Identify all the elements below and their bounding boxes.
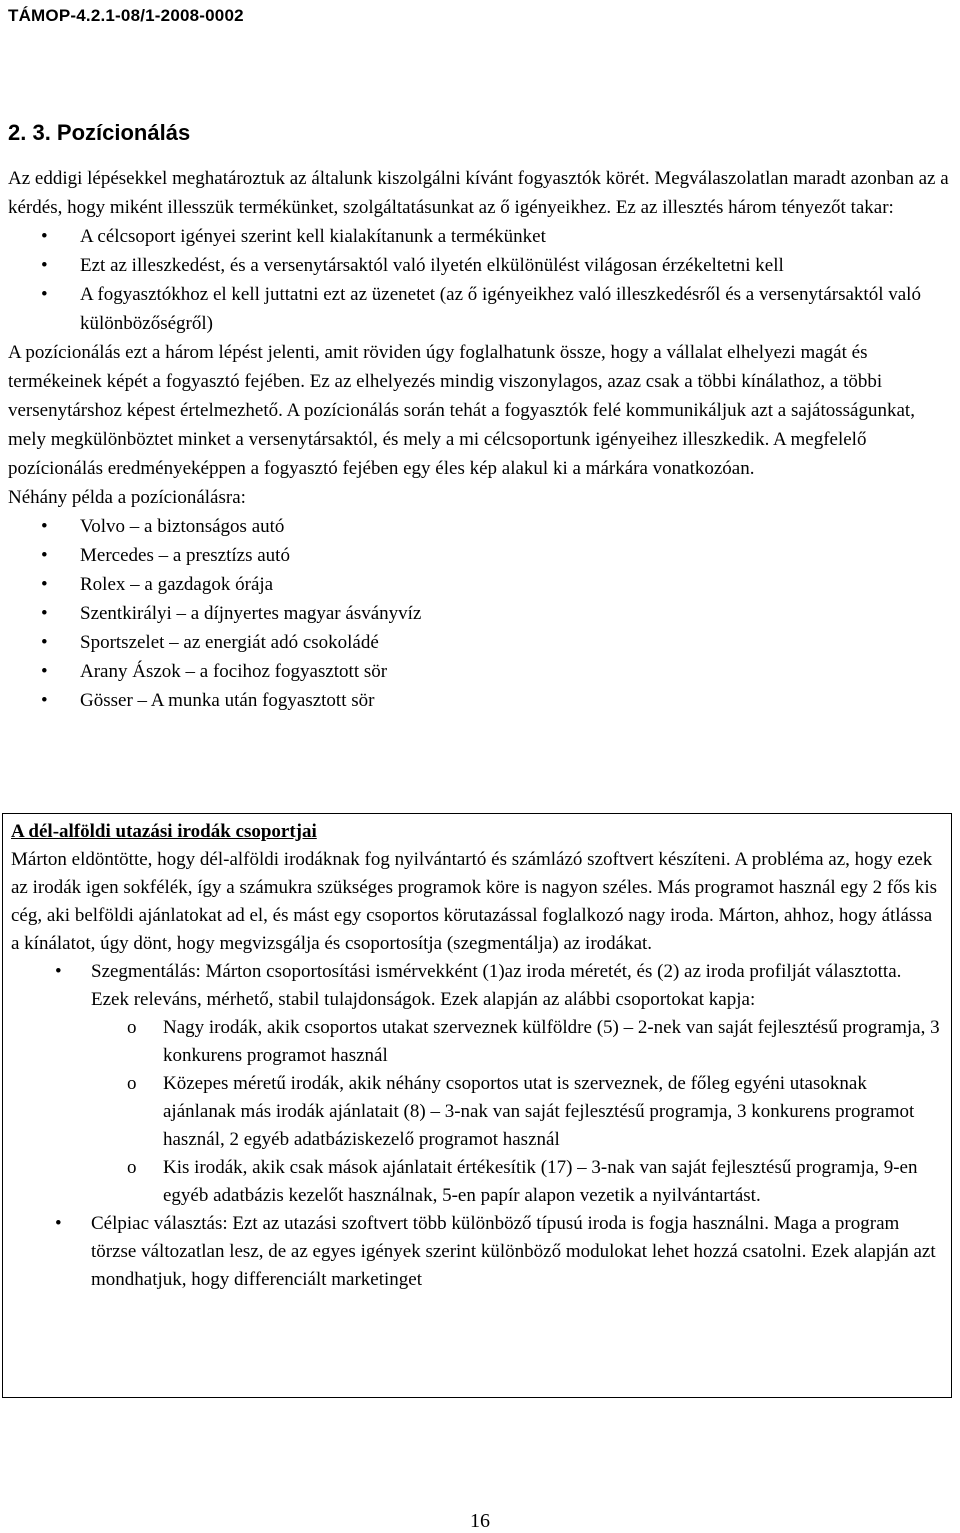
list-item: • Sportszelet – az energiát adó csokoládé [8, 628, 952, 657]
list-item: • Célpiac választás: Ezt az utazási szoftvert több különböző típusú iroda is fogja használni. Maga a program törzse változatlan lesz, de az egyes igények szerint különböző modulokat lehet hozzá csatolni. Ezek alapján azt mondhatjuk, hogy differenciált marketinget [11, 1210, 943, 1294]
segment-sublist [91, 1014, 943, 1210]
list-item: o Nagy irodák, akik csoportos utakat szerveznek külföldre (5) – 2-nek van saját fejlesztésű programja, 3 konkurens programot használ [91, 1014, 943, 1070]
segmentation-text: Szegmentálás: Márton csoportosítási ismérvekként (1)az iroda méretét, és (2) az iroda profilját választotta. Ezek releváns, mérhető, stabil tulajdonságok. Ezek alapján az alábbi csoportokat kapja: [91, 961, 902, 1010]
document-header-code: TÁMOP-4.2.1-08/1-2008-0002 [8, 6, 244, 25]
list-item: o Kis irodák, akik csak mások ajánlatait értékesítik (17) – 3-nak van saját fejlesztésű programja, 9-en egyéb adatbázis kezelőt használnak, 5-en papír alapon vezetik a nyilvántartást. [91, 1154, 943, 1210]
intro-body [8, 164, 952, 715]
case-study-box [2, 813, 952, 1398]
case-paragraph: Márton eldöntötte, hogy dél-alföldi irodáknak fog nyilvántartó és számlázó szoftvert készíteni. A probléma az, hogy ezek az irodák igen sokfélék, így a számukra szükséges programok köre is nagyon széles. Más programot használ egy 2 fős kis cég, aki belföldi ajánlatokat ad el, és mást egy csoportos körutazással foglalkozó nagy iroda. Márton, ahhoz, hogy átlássa a kínálatot, úgy dönt, hogy megvizsgálja és csoportosítja (szegmentálja) az irodákat. [11, 849, 937, 954]
intro-bullet-list [8, 222, 952, 338]
section-title: 2. 3. Pozícionálás [8, 120, 191, 145]
page-number: 16 [470, 1510, 490, 1532]
case-bullet-list [11, 958, 943, 1294]
examples-list [8, 512, 952, 715]
list-item: • Ezt az illeszkedést, és a versenytársaktól való ilyetén elkülönülést világosan érzékeltetni kell [8, 251, 952, 280]
list-item: • Arany Ászok – a focihoz fogyasztott sör [8, 657, 952, 686]
list-item: • A fogyasztókhoz el kell juttatni ezt az üzenetet (az ő igényeikhez való illeszkedésről és a versenytársaktól való különbözőségről) [8, 280, 952, 338]
case-study-title: A dél-alföldi utazási irodák csoportjai [11, 821, 317, 842]
list-item: • A célcsoport igényei szerint kell kialakítanunk a termékünket [8, 222, 952, 251]
examples-label: Néhány példa a pozícionálásra: [8, 487, 246, 508]
list-item: o Közepes méretű irodák, akik néhány csoportos utat is szerveznek, de főleg egyéni utasoknak ajánlanak más irodák ajánlatait (8) – 3-nak van saját fejlesztésű programja, 3 konkurens programot használ, 2 egyéb adatbáziskezelő programot használ [91, 1070, 943, 1154]
list-item: • Szentkirályi – a díjnyertes magyar ásványvíz [8, 599, 952, 628]
list-item: • Mercedes – a presztízs autó [8, 541, 952, 570]
list-item: • Gösser – A munka után fogyasztott sör [8, 686, 952, 715]
list-item [11, 958, 943, 1210]
intro-paragraph-2: A pozícionálás ezt a három lépést jelenti, amit röviden úgy foglalhatunk össze, hogy a vállalat elhelyezi magát és termékeinek képét a fogyasztó fejében. Ez az elhelyezés mindig viszonylagos, azaz csak a többi kínálathoz, a többi versenytárshoz képest értelmezhető. A pozícionálás során tehát a fogyasztók felé kommunikáljuk azt a sajátosságunkat, mely megkülönböztet minket a versenytársaktól, és mely a mi célcsoportunk igényeihez illeszkedik. A megfelelő pozícionálás eredményeképpen a fogyasztó fejében egy éles kép alakul ki a márkára vonatkozóan. [8, 342, 915, 479]
intro-paragraph-1: Az eddigi lépésekkel meghatároztuk az általunk kiszolgálni kívánt fogyasztók körét. Megválaszolatlan maradt azonban az a kérdés, hogy miként illesszük termékünket, szolgáltatásunkat az ő igényeikhez. Ez az illesztés három tényezőt takar: [8, 168, 949, 218]
list-item: • Rolex – a gazdagok órája [8, 570, 952, 599]
list-item: • Volvo – a biztonságos autó [8, 512, 952, 541]
